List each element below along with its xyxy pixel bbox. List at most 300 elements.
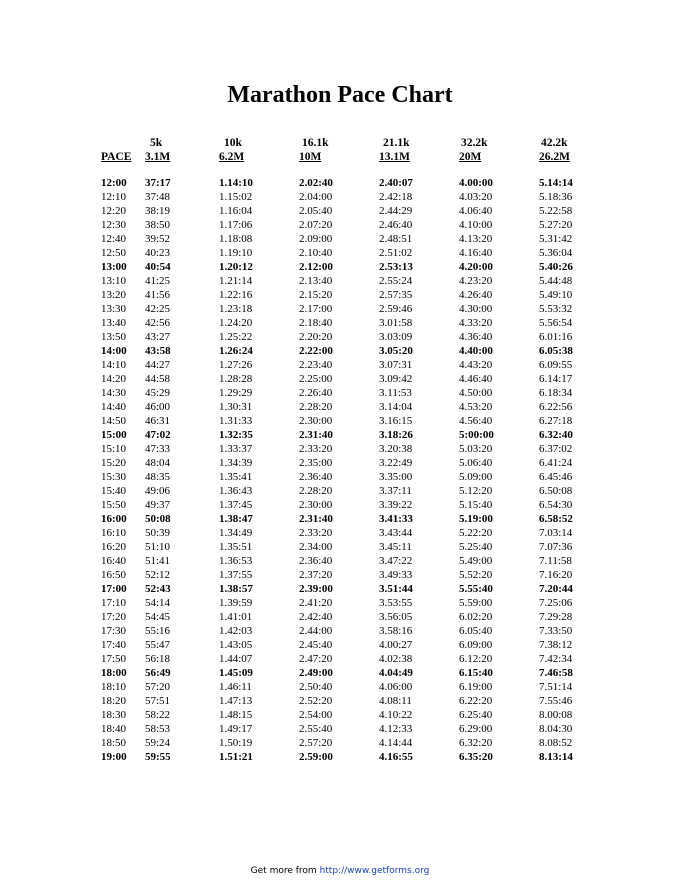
cell-16k: 2.59:00 xyxy=(299,751,333,763)
cell-42k: 6.27:18 xyxy=(539,415,573,427)
footer-link[interactable]: http://www.getforms.org xyxy=(319,866,430,876)
cell-10k: 1.18:08 xyxy=(219,233,253,245)
cell-10k: 1.42:03 xyxy=(219,625,253,637)
cell-21k: 2.51:02 xyxy=(379,247,413,259)
cell-42k: 6.14:17 xyxy=(539,373,573,385)
cell-10k: 1.46:11 xyxy=(219,681,252,693)
cell-5k: 43:58 xyxy=(145,345,171,357)
cell-32k: 4.16:40 xyxy=(459,247,493,259)
cell-42k: 7.03:14 xyxy=(539,527,573,539)
table-row xyxy=(0,666,680,680)
cell-42k: 8.08:52 xyxy=(539,737,573,749)
cell-21k: 2.42:18 xyxy=(379,191,413,203)
cell-10k: 1.39:59 xyxy=(219,597,253,609)
cell-42k: 6.32:40 xyxy=(539,429,573,441)
cell-21k: 3.01:58 xyxy=(379,317,413,329)
cell-pace: 17:00 xyxy=(101,583,127,595)
table-row xyxy=(0,330,680,344)
cell-10k: 1.49:17 xyxy=(219,723,253,735)
cell-21k: 2.53:13 xyxy=(379,261,413,273)
cell-32k: 32.2k xyxy=(461,137,488,149)
cell-42k: 6.05:38 xyxy=(539,345,573,357)
table-row xyxy=(0,750,680,764)
cell-42k: 7.55:46 xyxy=(539,695,573,707)
table-row xyxy=(0,204,680,218)
cell-5k: 57:20 xyxy=(145,681,171,693)
cell-10k: 1.20:12 xyxy=(219,261,253,273)
cell-21k: 3.16:15 xyxy=(379,415,413,427)
footer-prefix: Get more from xyxy=(250,866,320,876)
table-row xyxy=(0,638,680,652)
cell-10k: 1.38:47 xyxy=(219,513,253,525)
cell-16k: 2.20:20 xyxy=(299,331,333,343)
cell-pace: 16:00 xyxy=(101,513,127,525)
table-row xyxy=(0,568,680,582)
cell-pace: 18:10 xyxy=(101,681,127,693)
cell-10k: 1.22:16 xyxy=(219,289,253,301)
cell-21k: 3.47:22 xyxy=(379,555,413,567)
cell-16k: 2.26:40 xyxy=(299,387,333,399)
cell-5k: 59:24 xyxy=(145,737,171,749)
cell-42k: 5.18:36 xyxy=(539,191,573,203)
cell-5k: 44:58 xyxy=(145,373,171,385)
cell-5k: 51:41 xyxy=(145,555,171,567)
table-row xyxy=(0,652,680,666)
cell-42k: 6.09:55 xyxy=(539,359,573,371)
cell-42k: 7.33:50 xyxy=(539,625,573,637)
cell-21k: 3.58:16 xyxy=(379,625,413,637)
cell-21k: 3.14:04 xyxy=(379,401,413,413)
cell-32k: 5.25:40 xyxy=(459,541,493,553)
cell-21k: 4.10:22 xyxy=(379,709,413,721)
cell-pace: 19:00 xyxy=(101,751,127,763)
cell-pace: 18:20 xyxy=(101,695,127,707)
cell-pace: 12:20 xyxy=(101,205,127,217)
table-row xyxy=(0,582,680,596)
cell-16k: 2.07:20 xyxy=(299,219,333,231)
cell-pace: 14:30 xyxy=(101,387,127,399)
cell-21k: 3.43:44 xyxy=(379,527,413,539)
cell-10k: 1.44:07 xyxy=(219,653,253,665)
cell-21k: 4.04:49 xyxy=(379,667,413,679)
cell-42k: 8.00:08 xyxy=(539,709,573,721)
table-row xyxy=(0,288,680,302)
cell-32k: 4.10:00 xyxy=(459,219,493,231)
cell-32k: 20M xyxy=(459,151,482,163)
cell-16k: 2.55:40 xyxy=(299,723,333,735)
cell-5k: 48:04 xyxy=(145,457,171,469)
cell-21k: 3.45:11 xyxy=(379,541,412,553)
cell-pace: 14:10 xyxy=(101,359,127,371)
cell-16k: 2.18:40 xyxy=(299,317,333,329)
cell-32k: 6.25:40 xyxy=(459,709,493,721)
cell-5k: 47:02 xyxy=(145,429,171,441)
cell-10k: 1.37:45 xyxy=(219,499,253,511)
cell-42k: 5.56:54 xyxy=(539,317,573,329)
cell-10k: 1.34:39 xyxy=(219,457,253,469)
cell-5k: 55:16 xyxy=(145,625,171,637)
cell-5k: 56:49 xyxy=(145,667,171,679)
cell-16k: 2.30:00 xyxy=(299,415,333,427)
cell-16k: 2.23:40 xyxy=(299,359,333,371)
cell-21k: 4.08:11 xyxy=(379,695,412,707)
cell-21k: 4.02:38 xyxy=(379,653,413,665)
cell-5k: 40:54 xyxy=(145,261,171,273)
cell-21k: 3.05:20 xyxy=(379,345,413,357)
cell-32k: 4.50:00 xyxy=(459,387,493,399)
cell-10k: 1.19:10 xyxy=(219,247,253,259)
cell-16k: 2.57:20 xyxy=(299,737,333,749)
cell-16k: 2.04:00 xyxy=(299,191,333,203)
table-row xyxy=(0,218,680,232)
cell-42k: 6.01:16 xyxy=(539,331,573,343)
cell-42k: 6.54:30 xyxy=(539,499,573,511)
cell-16k: 2.31:40 xyxy=(299,429,333,441)
cell-32k: 4.23:20 xyxy=(459,275,493,287)
cell-42k: 6.41:24 xyxy=(539,457,573,469)
cell-21k: 21.1k xyxy=(383,137,410,149)
table-row xyxy=(0,358,680,372)
cell-5k: 50:39 xyxy=(145,527,171,539)
cell-pace: 13:50 xyxy=(101,331,127,343)
cell-5k: 54:45 xyxy=(145,611,171,623)
cell-21k: 3.09:42 xyxy=(379,373,413,385)
cell-32k: 6.19:00 xyxy=(459,681,493,693)
cell-21k: 3.35:00 xyxy=(379,471,413,483)
cell-5k: 52:43 xyxy=(145,583,171,595)
cell-5k: 56:18 xyxy=(145,653,171,665)
cell-5k: 59:55 xyxy=(145,751,171,763)
cell-16k: 16.1k xyxy=(302,137,329,149)
cell-21k: 4.14:44 xyxy=(379,737,413,749)
cell-10k: 1.25:22 xyxy=(219,331,253,343)
cell-32k: 6.15:40 xyxy=(459,667,493,679)
cell-16k: 2.37:20 xyxy=(299,569,333,581)
cell-32k: 6.29:00 xyxy=(459,723,493,735)
cell-21k: 3.18:26 xyxy=(379,429,413,441)
cell-21k: 3.03:09 xyxy=(379,331,413,343)
cell-16k: 2.05:40 xyxy=(299,205,333,217)
cell-16k: 2.54:00 xyxy=(299,709,333,721)
cell-21k: 3.53:55 xyxy=(379,597,413,609)
cell-5k: 51:10 xyxy=(145,541,171,553)
cell-21k: 3.39:22 xyxy=(379,499,413,511)
cell-32k: 5.55:40 xyxy=(459,583,493,595)
cell-32k: 5.06:40 xyxy=(459,457,493,469)
cell-10k: 1.23:18 xyxy=(219,303,253,315)
cell-42k: 5.22:58 xyxy=(539,205,573,217)
cell-21k: 2.48:51 xyxy=(379,233,413,245)
cell-32k: 5.49:00 xyxy=(459,555,493,567)
table-row xyxy=(0,526,680,540)
cell-32k: 6.05:40 xyxy=(459,625,493,637)
cell-pace: 12:00 xyxy=(101,177,127,189)
cell-5k: 44:27 xyxy=(145,359,171,371)
cell-32k: 4.03:20 xyxy=(459,191,493,203)
cell-32k: 6.35:20 xyxy=(459,751,493,763)
cell-16k: 2.52:20 xyxy=(299,695,333,707)
cell-10k: 1.26:24 xyxy=(219,345,253,357)
cell-21k: 2.46:40 xyxy=(379,219,413,231)
cell-pace: 17:50 xyxy=(101,653,127,665)
cell-10k: 1.37:55 xyxy=(219,569,253,581)
cell-21k: 2.55:24 xyxy=(379,275,413,287)
page-title: Marathon Pace Chart xyxy=(227,82,453,108)
table-row xyxy=(0,596,680,610)
cell-pace: 16:40 xyxy=(101,555,127,567)
cell-42k: 8.04:30 xyxy=(539,723,573,735)
cell-pace: 18:30 xyxy=(101,709,127,721)
cell-5k: 49:37 xyxy=(145,499,171,511)
cell-5k: 38:19 xyxy=(145,205,171,217)
cell-32k: 4.00:00 xyxy=(459,177,493,189)
cell-16k: 2.49:00 xyxy=(299,667,333,679)
cell-32k: 4.36:40 xyxy=(459,331,493,343)
table-row xyxy=(0,176,680,190)
cell-5k: 55:47 xyxy=(145,639,171,651)
cell-16k: 2.02:40 xyxy=(299,177,333,189)
cell-10k: 1.36:43 xyxy=(219,485,253,497)
cell-10k: 1.15:02 xyxy=(219,191,253,203)
cell-10k: 1.50:19 xyxy=(219,737,253,749)
table-row xyxy=(0,190,680,204)
cell-pace: 15:30 xyxy=(101,471,127,483)
cell-10k: 1.24:20 xyxy=(219,317,253,329)
cell-32k: 6.09:00 xyxy=(459,639,493,651)
cell-32k: 5.03:20 xyxy=(459,443,493,455)
cell-42k: 6.45:46 xyxy=(539,471,573,483)
cell-21k: 2.40:07 xyxy=(379,177,413,189)
cell-5k: 40:23 xyxy=(145,247,171,259)
cell-5k: 46:00 xyxy=(145,401,171,413)
cell-16k: 2.22:00 xyxy=(299,345,333,357)
cell-21k: 3.11:53 xyxy=(379,387,412,399)
cell-10k: 1.48:15 xyxy=(219,709,253,721)
cell-pace: 12:50 xyxy=(101,247,127,259)
cell-pace: 13:00 xyxy=(101,261,127,273)
cell-42k: 5.27:20 xyxy=(539,219,573,231)
cell-pace: 13:40 xyxy=(101,317,127,329)
cell-21k: 2.57:35 xyxy=(379,289,413,301)
cell-16k: 2.17:00 xyxy=(299,303,333,315)
cell-pace: 16:20 xyxy=(101,541,127,553)
cell-21k: 4.00:27 xyxy=(379,639,413,651)
cell-32k: 5.15:40 xyxy=(459,499,493,511)
cell-10k: 1.17:06 xyxy=(219,219,253,231)
cell-5k: 48:35 xyxy=(145,471,171,483)
cell-42k: 5.36:04 xyxy=(539,247,573,259)
cell-5k: 43:27 xyxy=(145,331,171,343)
cell-42k: 42.2k xyxy=(541,137,568,149)
cell-5k: 38:50 xyxy=(145,219,171,231)
cell-10k: 1.34:49 xyxy=(219,527,253,539)
cell-10k: 1.30:31 xyxy=(219,401,253,413)
cell-pace: 18:00 xyxy=(101,667,127,679)
cell-5k: 42:25 xyxy=(145,303,171,315)
table-row xyxy=(0,610,680,624)
table-row xyxy=(0,246,680,260)
cell-16k: 2.35:00 xyxy=(299,457,333,469)
cell-21k: 13.1M xyxy=(379,151,410,163)
cell-pace: 17:20 xyxy=(101,611,127,623)
cell-42k: 5.40:26 xyxy=(539,261,573,273)
cell-16k: 2.25:00 xyxy=(299,373,333,385)
cell-16k: 2.50:40 xyxy=(299,681,333,693)
cell-42k: 6.37:02 xyxy=(539,443,573,455)
cell-5k: 58:53 xyxy=(145,723,171,735)
cell-5k: 37:48 xyxy=(145,191,171,203)
cell-10k: 1.14:10 xyxy=(219,177,253,189)
table-row xyxy=(0,428,680,442)
cell-32k: 6.12:20 xyxy=(459,653,493,665)
cell-42k: 7.46:58 xyxy=(539,667,573,679)
cell-10k: 1.27:26 xyxy=(219,359,253,371)
cell-pace: 17:10 xyxy=(101,597,127,609)
cell-pace: 17:30 xyxy=(101,625,127,637)
cell-32k: 4.20:00 xyxy=(459,261,493,273)
cell-16k: 2.34:00 xyxy=(299,541,333,553)
table-row xyxy=(0,554,680,568)
cell-10k: 1.16:04 xyxy=(219,205,253,217)
cell-pace: 14:40 xyxy=(101,401,127,413)
cell-16k: 2.44:00 xyxy=(299,625,333,637)
cell-10k: 1.28:28 xyxy=(219,373,253,385)
table-row xyxy=(0,736,680,750)
footer xyxy=(0,866,680,876)
table-row xyxy=(0,232,680,246)
cell-32k: 4.26:40 xyxy=(459,289,493,301)
cell-10k: 1.47:13 xyxy=(219,695,253,707)
cell-10k: 1.43:05 xyxy=(219,639,253,651)
cell-32k: 6.32:20 xyxy=(459,737,493,749)
cell-21k: 3.49:33 xyxy=(379,569,413,581)
header-row-distance-miles xyxy=(0,150,680,164)
cell-pace: 14:20 xyxy=(101,373,127,385)
table-row xyxy=(0,680,680,694)
cell-pace: 12:10 xyxy=(101,191,127,203)
cell-pace: 13:30 xyxy=(101,303,127,315)
cell-5k: 45:29 xyxy=(145,387,171,399)
cell-16k: 2.15:20 xyxy=(299,289,333,301)
cell-5k: 54:14 xyxy=(145,597,171,609)
header-row-distance-km xyxy=(0,136,680,150)
table-row xyxy=(0,386,680,400)
cell-pace: 16:10 xyxy=(101,527,127,539)
cell-21k: 4.16:55 xyxy=(379,751,413,763)
cell-16k: 2.36:40 xyxy=(299,555,333,567)
cell-10k: 1.41:01 xyxy=(219,611,253,623)
cell-32k: 4.53:20 xyxy=(459,401,493,413)
cell-16k: 2.41:20 xyxy=(299,597,333,609)
cell-32k: 4.56:40 xyxy=(459,415,493,427)
cell-pace: 17:40 xyxy=(101,639,127,651)
cell-5k: 49:06 xyxy=(145,485,171,497)
cell-32k: 6.02:20 xyxy=(459,611,493,623)
cell-10k: 1.35:41 xyxy=(219,471,253,483)
table-row xyxy=(0,372,680,386)
cell-21k: 3.51:44 xyxy=(379,583,413,595)
cell-10k: 10k xyxy=(224,137,242,149)
cell-pace: 15:10 xyxy=(101,443,127,455)
table-row xyxy=(0,708,680,722)
cell-pace: 15:20 xyxy=(101,457,127,469)
cell-16k: 2.47:20 xyxy=(299,653,333,665)
cell-pace: 14:00 xyxy=(101,345,127,357)
cell-21k: 3.37:11 xyxy=(379,485,412,497)
cell-16k: 2.39:00 xyxy=(299,583,333,595)
cell-42k: 7.20:44 xyxy=(539,583,573,595)
table-row xyxy=(0,498,680,512)
cell-10k: 1.51:21 xyxy=(219,751,253,763)
cell-42k: 7.51:14 xyxy=(539,681,573,693)
cell-42k: 6.58:52 xyxy=(539,513,573,525)
cell-32k: 4.33:20 xyxy=(459,317,493,329)
cell-21k: 3.41:33 xyxy=(379,513,413,525)
table-row xyxy=(0,414,680,428)
cell-5k: 39:52 xyxy=(145,233,171,245)
cell-32k: 5.12:20 xyxy=(459,485,493,497)
cell-42k: 7.11:58 xyxy=(539,555,572,567)
cell-42k: 7.07:36 xyxy=(539,541,573,553)
table-row xyxy=(0,302,680,316)
cell-42k: 5.14:14 xyxy=(539,177,573,189)
cell-21k: 3.22:49 xyxy=(379,457,413,469)
cell-42k: 5.49:10 xyxy=(539,289,573,301)
cell-5k: 42:56 xyxy=(145,317,171,329)
cell-32k: 6.22:20 xyxy=(459,695,493,707)
cell-32k: 4.06:40 xyxy=(459,205,493,217)
cell-42k: 6.18:34 xyxy=(539,387,573,399)
cell-10k: 1.38:57 xyxy=(219,583,253,595)
cell-10k: 6.2M xyxy=(219,151,245,163)
cell-21k: 4.06:00 xyxy=(379,681,413,693)
cell-16k: 2.45:40 xyxy=(299,639,333,651)
cell-16k: 2.31:40 xyxy=(299,513,333,525)
cell-32k: 4.40:00 xyxy=(459,345,493,357)
cell-42k: 7.38:12 xyxy=(539,639,573,651)
cell-5k: 57:51 xyxy=(145,695,171,707)
cell-5k: 52:12 xyxy=(145,569,171,581)
cell-42k: 7.25:06 xyxy=(539,597,573,609)
cell-5k: 37:17 xyxy=(145,177,171,189)
cell-pace: 15:50 xyxy=(101,499,127,511)
cell-5k: 3.1M xyxy=(145,151,171,163)
cell-pace: PACE xyxy=(101,151,132,163)
cell-10k: 1.36:53 xyxy=(219,555,253,567)
cell-32k: 4.46:40 xyxy=(459,373,493,385)
table-row xyxy=(0,694,680,708)
cell-32k: 4.43:20 xyxy=(459,359,493,371)
cell-10k: 1.33:37 xyxy=(219,443,253,455)
cell-16k: 2.36:40 xyxy=(299,471,333,483)
cell-16k: 2.33:20 xyxy=(299,527,333,539)
table-row xyxy=(0,316,680,330)
cell-5k: 46:31 xyxy=(145,415,171,427)
cell-16k: 2.30:00 xyxy=(299,499,333,511)
cell-21k: 3.07:31 xyxy=(379,359,413,371)
cell-pace: 15:00 xyxy=(101,429,127,441)
cell-5k: 47:33 xyxy=(145,443,171,455)
cell-32k: 5.59:00 xyxy=(459,597,493,609)
cell-10k: 1.45:09 xyxy=(219,667,253,679)
cell-16k: 2.09:00 xyxy=(299,233,333,245)
cell-16k: 2.28:20 xyxy=(299,401,333,413)
table-row xyxy=(0,400,680,414)
cell-42k: 7.16:20 xyxy=(539,569,573,581)
cell-pace: 15:40 xyxy=(101,485,127,497)
cell-pace: 13:20 xyxy=(101,289,127,301)
cell-10k: 1.32:35 xyxy=(219,429,253,441)
